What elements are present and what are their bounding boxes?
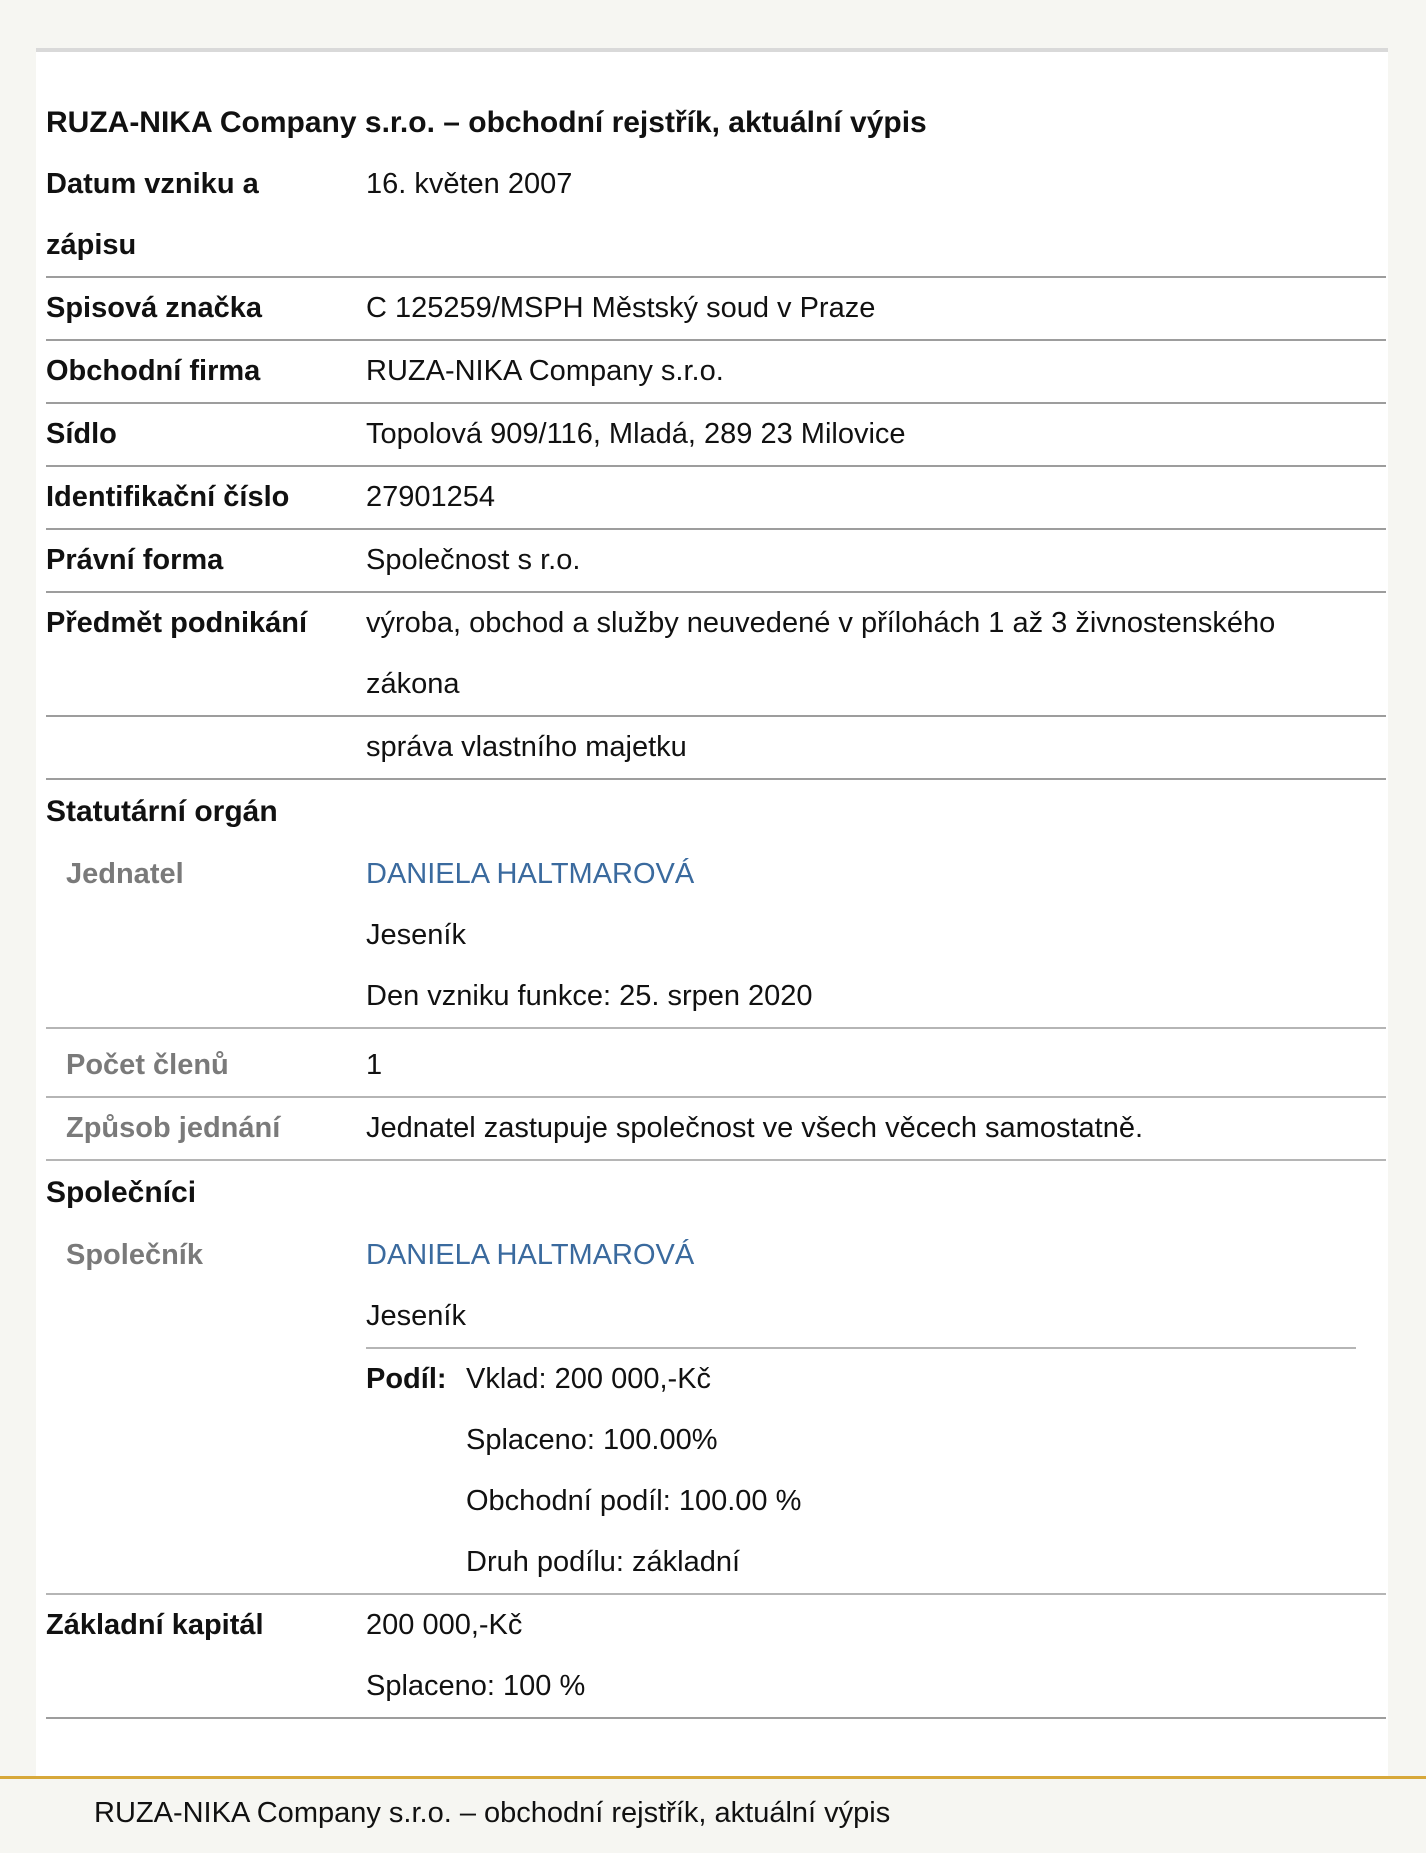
row-label: Počet členů bbox=[66, 1049, 229, 1081]
person-link[interactable]: DANIELA HALTMAROVÁ bbox=[366, 858, 695, 890]
row-jednatel bbox=[46, 844, 1386, 1029]
label-line: zápisu bbox=[46, 229, 137, 261]
row-predmet-podnikani bbox=[46, 593, 1386, 717]
row-label: Spisová značka bbox=[46, 292, 262, 324]
footer-title: RUZA-NIKA Company s.r.o. – obchodní rejstřík, aktuální výpis bbox=[94, 1797, 891, 1829]
row-label-empty bbox=[46, 717, 366, 778]
row-value bbox=[366, 844, 1386, 1027]
row-value: Jednatel zastupuje společnost ve všech věcech samostatně. bbox=[366, 1112, 1144, 1144]
row-label: Identifikační číslo bbox=[46, 481, 290, 513]
row-spisova-znacka bbox=[46, 278, 1386, 341]
person-link[interactable]: DANIELA HALTMAROVÁ bbox=[366, 1239, 695, 1271]
share-label: Podíl: bbox=[366, 1363, 447, 1395]
value-line: zákona bbox=[366, 668, 460, 700]
row-label: Předmět podnikání bbox=[46, 607, 308, 639]
footer bbox=[0, 1776, 1426, 1853]
row-label: Způsob jednání bbox=[66, 1112, 281, 1144]
row-obchodni-firma bbox=[46, 341, 1386, 404]
label-line: Datum vzniku a bbox=[46, 168, 259, 200]
person-city: Jeseník bbox=[366, 1300, 466, 1332]
row-pravni-forma bbox=[46, 530, 1386, 593]
share-obchodni-podil: Obchodní podíl: 100.00 % bbox=[466, 1485, 802, 1517]
register-extract-panel bbox=[36, 48, 1388, 1777]
person-city: Jeseník bbox=[366, 919, 466, 951]
row-value: 1 bbox=[366, 1049, 383, 1081]
share-splaceno: Splaceno: 100.00% bbox=[466, 1424, 718, 1456]
row-label: Obchodní firma bbox=[46, 355, 261, 387]
capital-amount: 200 000,-Kč bbox=[366, 1609, 523, 1641]
row-label: Sídlo bbox=[46, 418, 117, 450]
row-label: Právní forma bbox=[46, 544, 224, 576]
row-value bbox=[366, 593, 1386, 715]
row-predmet-podnikani-2 bbox=[46, 717, 1386, 780]
row-identifikacni-cislo bbox=[46, 467, 1386, 530]
share-vklad: Vklad: 200 000,-Kč bbox=[466, 1363, 712, 1395]
row-zpusob-jednani bbox=[46, 1098, 1386, 1161]
share-druh: Druh podílu: základní bbox=[466, 1546, 741, 1578]
row-value bbox=[366, 1225, 1386, 1593]
row-label: Společník bbox=[66, 1239, 203, 1271]
row-value: správa vlastního majetku bbox=[366, 731, 687, 763]
row-label: Jednatel bbox=[66, 858, 184, 890]
row-value: Společnost s r.o. bbox=[366, 544, 581, 576]
row-value: 27901254 bbox=[366, 481, 496, 513]
row-value: Topolová 909/116, Mladá, 289 23 Milovice bbox=[366, 418, 906, 450]
row-value bbox=[366, 1595, 1386, 1717]
row-zakladni-kapital bbox=[46, 1595, 1386, 1719]
row-pocet-clenu bbox=[46, 1029, 1386, 1098]
share-details bbox=[366, 1347, 1356, 1593]
row-datum-vzniku bbox=[46, 154, 1386, 278]
row-value: C 125259/MSPH Městský soud v Praze bbox=[366, 292, 876, 324]
row-sidlo bbox=[46, 404, 1386, 467]
row-label bbox=[46, 154, 366, 276]
register-content bbox=[46, 92, 1386, 1719]
row-value: RUZA-NIKA Company s.r.o. bbox=[366, 355, 724, 387]
person-function-since: Den vzniku funkce: 25. srpen 2020 bbox=[366, 980, 813, 1012]
share-values bbox=[466, 1349, 801, 1593]
section-heading-statutarni: Statutární orgán bbox=[46, 795, 278, 828]
capital-paid: Splaceno: 100 % bbox=[366, 1670, 586, 1702]
page-title: RUZA-NIKA Company s.r.o. – obchodní rejstřík, aktuální výpis bbox=[46, 106, 927, 139]
row-spolecnik bbox=[46, 1225, 1386, 1595]
row-label: Základní kapitál bbox=[46, 1609, 264, 1641]
value-line: výroba, obchod a služby neuvedené v přílohách 1 až 3 živnostenského bbox=[366, 607, 1276, 639]
section-heading-spolecnici: Společníci bbox=[46, 1176, 197, 1209]
row-value: 16. květen 2007 bbox=[366, 168, 573, 200]
